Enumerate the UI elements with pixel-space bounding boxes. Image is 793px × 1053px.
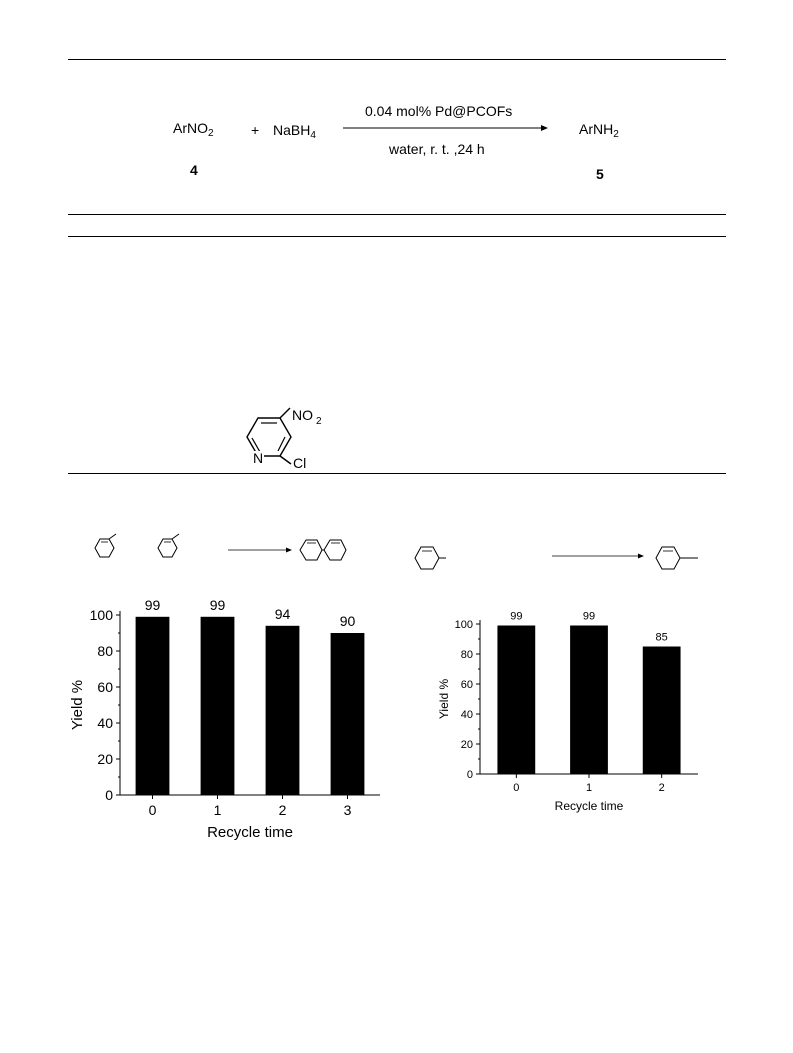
chloronitropyridine-structure [236, 405, 336, 475]
nitro-label: NO [292, 407, 313, 423]
coupling-scheme-right [412, 538, 712, 578]
reactant-nabh4: NaBH$_4$ [273, 122, 316, 141]
y-tick-label: 60 [460, 678, 473, 691]
x-tick-label: 1 [213, 802, 222, 818]
y-tick-label: 80 [97, 642, 113, 659]
reactant-number: 4 [190, 162, 198, 178]
scheme-bottom-rule [68, 214, 726, 215]
data-label: 90 [339, 613, 356, 629]
plus-sign: + [251, 122, 260, 138]
condition-catalyst: 0.04 mol% Pd@PCOFs [365, 103, 513, 119]
data-label: 94 [274, 605, 291, 622]
data-label: 85 [655, 631, 668, 644]
x-tick-label: 2 [658, 782, 665, 794]
bar [643, 647, 681, 775]
condition-solvent: water, r. t. ,24 h [389, 141, 485, 157]
ring-nitrogen-label: N [252, 450, 264, 466]
product-number: 5 [596, 166, 604, 182]
recycle-yield-chart-left [60, 590, 380, 850]
x-tick-label: 0 [148, 802, 157, 818]
y-tick-label: 100 [89, 606, 113, 623]
y-tick-label: 40 [97, 714, 113, 731]
y-tick-label: 0 [105, 786, 113, 803]
top-rule [68, 59, 726, 60]
y-tick-label: 100 [454, 618, 473, 631]
bar [331, 633, 365, 795]
table-header-rule [68, 236, 726, 237]
benzene-ring-4 [656, 547, 698, 569]
data-label: 99 [582, 610, 596, 623]
recycle-yield-chart-right [430, 600, 720, 820]
y-tick-label: 20 [97, 750, 113, 767]
data-label: 99 [209, 596, 226, 613]
chloro-label: Cl [293, 455, 307, 471]
benzene-ring-2 [158, 534, 179, 557]
y-tick-label: 20 [460, 738, 473, 751]
y-tick-label: 40 [460, 708, 473, 721]
x-tick-label: 0 [513, 782, 520, 794]
y-axis-title: Yield % [437, 678, 451, 720]
x-axis-title: Recycle time [207, 824, 293, 841]
biphenyl-product [300, 540, 346, 560]
product-arnh2: ArNH$_2$ [579, 121, 619, 140]
table-bottom-rule [68, 473, 726, 474]
bar [136, 617, 170, 795]
x-axis-title: Recycle time [554, 799, 624, 813]
bar [570, 626, 608, 775]
x-tick-label: 3 [343, 802, 352, 818]
y-tick-label: 0 [466, 768, 473, 781]
data-label: 99 [510, 610, 523, 623]
nitro-subscript: 2 [316, 416, 322, 427]
reaction-arrow [343, 124, 548, 134]
data-label: 99 [144, 596, 161, 613]
benzene-ring-3 [415, 547, 446, 569]
y-axis-title: Yield % [69, 679, 86, 731]
y-tick-label: 80 [460, 648, 473, 661]
benzene-ring-1 [95, 534, 116, 557]
bar [266, 626, 300, 795]
bar [201, 617, 235, 795]
y-tick-label: 60 [97, 678, 113, 695]
reactant-arno2: ArNO$_2$ [173, 120, 214, 139]
x-tick-label: 1 [585, 782, 593, 794]
bar [497, 626, 535, 775]
coupling-scheme-left [90, 530, 370, 570]
x-tick-label: 2 [278, 802, 287, 818]
